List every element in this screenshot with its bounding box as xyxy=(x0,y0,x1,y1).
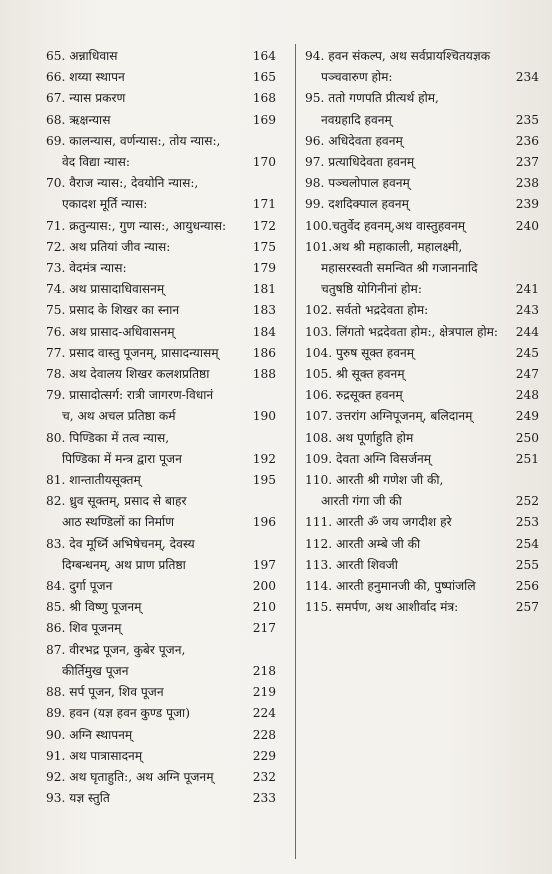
toc-entry xyxy=(46,682,284,703)
toc-entry xyxy=(305,534,543,555)
toc-entry-title: 107. उत्तरांग अग्निपूजनम्, बलिदानम् xyxy=(305,409,473,424)
toc-entry xyxy=(46,470,284,491)
toc-page-number: 234 xyxy=(515,70,539,85)
toc-entry-title: 114. आरती हनुमानजी की, पुष्पांजलि xyxy=(305,579,476,594)
toc-page-number: 219 xyxy=(252,685,276,700)
toc-page-number: 200 xyxy=(252,579,276,594)
toc-entry-title: 87. वीरभद्र पूजन, कुबेर पूजन, xyxy=(46,642,186,657)
toc-entry-title: 73. वेदमंत्र न्यास: xyxy=(46,261,127,276)
toc-entry xyxy=(46,88,284,109)
toc-entry-title: 105. श्री सूक्त हवनम् xyxy=(305,367,405,382)
toc-page-number: 217 xyxy=(252,621,276,636)
toc-entry-title: 81. शान्तातीयसूक्तम् xyxy=(46,473,141,488)
toc-page-number: 186 xyxy=(252,345,276,360)
toc-entry xyxy=(46,428,284,470)
toc-page-number: 169 xyxy=(252,112,276,127)
toc-page-number: 181 xyxy=(252,282,276,297)
toc-page-number: 228 xyxy=(252,727,276,742)
toc-page-number: 240 xyxy=(515,218,539,233)
toc-page-number: 218 xyxy=(252,663,276,678)
toc-entry-title: 94. हवन संकल्प, अथ सर्वप्रायश्चितयज्ञक xyxy=(305,49,491,63)
toc-entry-title: पञ्चवारुण होम: xyxy=(321,70,393,85)
toc-page-number: 245 xyxy=(515,345,539,360)
toc-entry-title: आरती गंगा जी की xyxy=(321,494,402,509)
toc-entry-title: महासरस्वती समन्वित श्री गजाननादि xyxy=(321,261,478,276)
toc-entry-title: 75. प्रसाद के शिखर का स्नान xyxy=(46,303,180,318)
toc-entry-title: 70. वैराज न्यास:, देवयोनि न्यास:, xyxy=(46,176,199,191)
toc-page-number: 252 xyxy=(515,494,539,509)
toc-entry-title: 95. ततो गणपति प्रीत्यर्थ होम, xyxy=(305,91,439,106)
toc-entry-title: 99. दशदिक्पाल हवनम् xyxy=(305,197,409,212)
toc-page-number: 172 xyxy=(252,218,276,233)
toc-page-number: 257 xyxy=(515,600,539,615)
toc-page-number: 238 xyxy=(515,176,539,191)
toc-entry-title: 106. रुद्रसूक्त हवनम् xyxy=(305,388,403,403)
toc-entry xyxy=(305,152,543,173)
toc-entry-title: 82. ध्रुव सूक्तम्, प्रसाद से बाहर xyxy=(46,494,187,509)
toc-entry-title: 111. आरती ॐ जय जगदीश हरे xyxy=(305,515,452,530)
toc-entry-title: 110. आरती श्री गणेश जी की, xyxy=(305,473,444,488)
toc-entry xyxy=(305,512,543,533)
toc-entry xyxy=(46,237,284,258)
toc-left-column xyxy=(46,46,284,809)
toc-page-number: 244 xyxy=(515,324,539,339)
toc-entry-title: 71. क्रतुन्यास:, गुण न्यास:, आयुधन्यास: xyxy=(46,218,227,233)
toc-page-number: 248 xyxy=(515,388,539,403)
toc-entry xyxy=(46,534,284,576)
toc-entry xyxy=(46,279,284,300)
toc-entry xyxy=(305,428,543,449)
toc-entry xyxy=(46,746,284,767)
toc-entry-title: 77. प्रसाद वास्तु पूजनम्, प्रासादन्यासम् xyxy=(46,345,219,360)
column-divider xyxy=(295,44,296,859)
toc-entry xyxy=(305,322,543,343)
toc-entry-title: च, अथ अचल प्रतिष्ठा कर्म xyxy=(62,409,176,424)
toc-page-number: 168 xyxy=(252,91,276,106)
toc-entry-title: 79. प्रासादोत्सर्ग: रात्री जागरण-विधानं xyxy=(46,388,214,403)
toc-entry-title: 93. यज्ञ स्तुति xyxy=(46,791,110,806)
toc-entry xyxy=(305,300,543,321)
toc-entry xyxy=(46,343,284,364)
toc-page-number: 254 xyxy=(515,536,539,551)
toc-entry-title: 104. पुरुष सूक्त हवनम् xyxy=(305,345,415,360)
toc-entry xyxy=(305,216,543,237)
toc-entry xyxy=(305,237,543,301)
toc-page-number: 249 xyxy=(515,409,539,424)
toc-entry xyxy=(305,131,543,152)
toc-entry xyxy=(46,385,284,427)
toc-entry xyxy=(305,470,543,512)
toc-entry-title: 84. दुर्गा पूजन xyxy=(46,579,113,594)
toc-entry xyxy=(305,88,543,130)
toc-page-number: 255 xyxy=(515,557,539,572)
toc-page-number: 239 xyxy=(515,197,539,212)
toc-entry-title: 66. शय्या स्थापन xyxy=(46,70,125,85)
toc-entry-title: 78. अथ देवालय शिखर कलशप्रतिष्ठा xyxy=(46,367,210,382)
toc-entry xyxy=(46,131,284,173)
toc-entry-title: एकादश मूर्ति न्यास: xyxy=(62,197,148,212)
toc-page-number: 236 xyxy=(515,133,539,148)
toc-entry-title: 68. ऋक्षन्यास xyxy=(46,112,111,127)
toc-entry-title: 89. हवन (यज्ञ हवन कुण्ड पूजा) xyxy=(46,706,190,721)
toc-entry xyxy=(46,216,284,237)
toc-page-number: 179 xyxy=(252,261,276,276)
toc-page-number: 210 xyxy=(252,600,276,615)
toc-entry xyxy=(46,110,284,131)
toc-page-number: 190 xyxy=(252,409,276,424)
toc-entry-title: 85. श्री विष्णु पूजनम् xyxy=(46,600,142,615)
toc-entry-title: 86. शिव पूजनम् xyxy=(46,621,122,636)
toc-page-number: 192 xyxy=(252,451,276,466)
toc-page-number: 171 xyxy=(252,197,276,212)
toc-entry xyxy=(305,597,543,618)
toc-entry-title: 65. अन्नाधिवास xyxy=(46,49,118,63)
toc-entry-title: 69. कालन्यास, वर्णन्यास:, तोय न्यास:, xyxy=(46,133,221,148)
toc-entry-title: वेद विद्या न्यास: xyxy=(62,155,130,170)
toc-entry-title: नवग्रहादि हवनम् xyxy=(321,112,392,127)
toc-entry-title: 88. सर्प पूजन, शिव पूजन xyxy=(46,685,164,700)
toc-entry-title: 103. लिंगतो भद्रदेवता होम:, क्षेत्रपाल होम: xyxy=(305,324,499,339)
toc-entry xyxy=(305,364,543,385)
toc-page-number: 235 xyxy=(515,112,539,127)
toc-entry-title: 102. सर्वतो भद्रदेवता होम: xyxy=(305,303,429,318)
toc-entry xyxy=(46,364,284,385)
toc-page-number: 237 xyxy=(515,155,539,170)
toc-page-number: 247 xyxy=(515,367,539,382)
toc-entry-title: कीर्तिमुख पूजन xyxy=(62,663,129,678)
toc-entry-title: 72. अथ प्रतियां जीव न्यास: xyxy=(46,239,171,254)
toc-entry xyxy=(305,194,543,215)
toc-page-number: 256 xyxy=(515,579,539,594)
toc-entry xyxy=(46,640,284,682)
toc-entry xyxy=(46,767,284,788)
toc-entry-title: 113. आरती शिवजी xyxy=(305,557,398,572)
toc-entry xyxy=(46,576,284,597)
toc-entry-title: 90. अग्नि स्थापनम् xyxy=(46,727,133,742)
toc-page-number: 229 xyxy=(252,748,276,763)
toc-entry-title: 76. अथ प्रासाद-अधिवासनम् xyxy=(46,324,175,339)
toc-entry xyxy=(305,406,543,427)
toc-entry xyxy=(46,322,284,343)
toc-entry xyxy=(46,788,284,809)
toc-entry-title: 98. पञ्चलोपाल हवनम् xyxy=(305,176,410,191)
toc-entry xyxy=(305,385,543,406)
toc-entry xyxy=(46,258,284,279)
toc-entry-title: 115. समर्पण, अथ आशीर्वाद मंत्र: xyxy=(305,600,459,615)
toc-entry-title: 100.चतुर्वेद हवनम्,अथ वास्तुहवनम् xyxy=(305,218,466,233)
toc-entry-title: 109. देवता अग्नि विसर्जनम् xyxy=(305,451,432,466)
toc-page-number: 195 xyxy=(252,473,276,488)
toc-entry xyxy=(46,46,284,67)
toc-entry xyxy=(305,576,543,597)
toc-page-number: 241 xyxy=(515,282,539,297)
toc-page-number: 175 xyxy=(252,239,276,254)
toc-entry-title: चतुषष्ठि योगिनीनां होम: xyxy=(321,282,422,297)
toc-page-number: 224 xyxy=(252,706,276,721)
toc-entry-title: दिग्बन्धनम्, अथ प्राण प्रतिष्ठा xyxy=(62,557,186,572)
toc-entry-title: 80. पिण्डिका में तत्व न्यास, xyxy=(46,430,170,445)
toc-entry-title: आठ स्थण्डिलों का निर्माण xyxy=(62,515,175,530)
toc-entry-title: 83. देव मूर्ध्नि अभिषेचनम्, देवस्य xyxy=(46,536,195,551)
toc-entry-title: 112. आरती अम्बे जी की xyxy=(305,536,421,551)
toc-entry xyxy=(46,173,284,215)
toc-page-number: 164 xyxy=(252,49,276,63)
toc-page-number: 197 xyxy=(252,557,276,572)
toc-entry xyxy=(46,725,284,746)
toc-page-number: 251 xyxy=(515,451,539,466)
toc-entry xyxy=(46,491,284,533)
toc-page-number: 250 xyxy=(515,430,539,445)
toc-entry xyxy=(305,343,543,364)
toc-page-number: 170 xyxy=(252,155,276,170)
toc-entry-title: 91. अथ पात्रासादनम् xyxy=(46,748,143,763)
toc-right-column xyxy=(305,46,543,618)
toc-page-number: 233 xyxy=(252,791,276,806)
toc-entry-title: 101.अथ श्री महाकाली, महालक्ष्मी, xyxy=(305,239,463,254)
toc-page-number: 188 xyxy=(252,367,276,382)
toc-page-number: 196 xyxy=(252,515,276,530)
toc-entry-title: 96. अधिदेवता हवनम् xyxy=(305,133,403,148)
toc-entry xyxy=(46,597,284,618)
toc-entry xyxy=(46,703,284,724)
toc-entry xyxy=(46,618,284,639)
toc-entry-title: 97. प्रत्याधिदेवता हवनम् xyxy=(305,155,415,170)
toc-entry-title: 74. अथ प्रासादाधिवासनम् xyxy=(46,282,165,297)
toc-entry xyxy=(305,449,543,470)
toc-entry-title: 92. अथ घृताहुति:, अथ अग्नि पूजनम् xyxy=(46,769,214,784)
toc-entry xyxy=(46,300,284,321)
toc-page-number: 165 xyxy=(252,70,276,85)
toc-page-number: 184 xyxy=(252,324,276,339)
toc-entry-title: 108. अथ पूर्णाहुति होम xyxy=(305,430,414,445)
toc-entry xyxy=(305,173,543,194)
toc-entry xyxy=(46,67,284,88)
toc-entry-title: पिण्डिका में मन्त्र द्वारा पूजन xyxy=(62,451,182,466)
toc-entry xyxy=(305,555,543,576)
toc-page-number: 243 xyxy=(515,303,539,318)
toc-page-number: 253 xyxy=(515,515,539,530)
toc-page-number: 232 xyxy=(252,769,276,784)
toc-page-number: 183 xyxy=(252,303,276,318)
toc-entry xyxy=(305,46,543,88)
toc-entry-title: 67. न्यास प्रकरण xyxy=(46,91,126,106)
